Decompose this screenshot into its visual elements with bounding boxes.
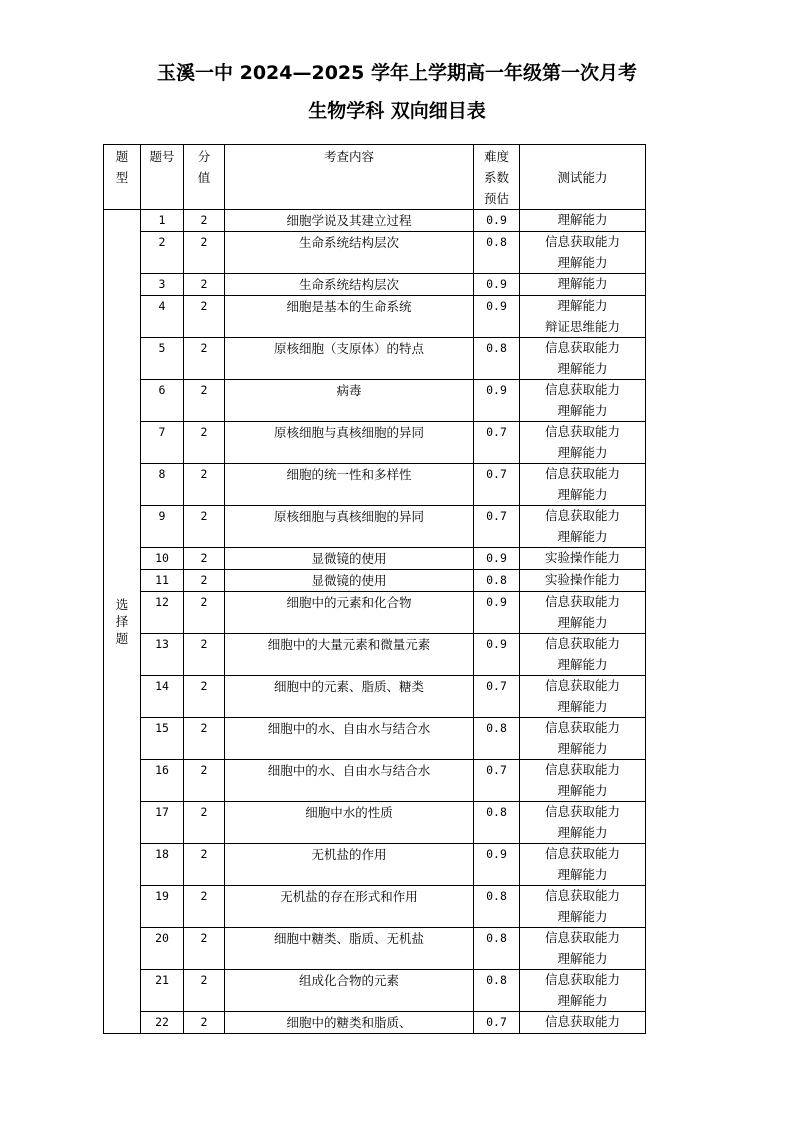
ability-item: 理解能力 [557,992,608,1008]
document-title: 玉溪一中 2024—2025 学年上学期高一年级第一次月考 [157,62,637,84]
ability-item: 理解能力 [557,782,608,798]
ability-item: 理解能力 [557,698,608,714]
question-number: 18 [141,844,184,886]
question-number: 17 [141,802,184,844]
ability-item: 信息获取能力 [544,382,620,397]
question-number: 11 [141,570,184,592]
ability-cell [520,1012,646,1034]
difficulty-estimate: 0.9 [474,592,520,634]
question-content: 原核细胞与真核细胞的异同 [225,422,474,464]
question-content: 细胞中的大量元素和微量元素 [225,634,474,676]
header-difficulty-text: 难度 系数 预估 [483,149,509,206]
ability-cell [520,970,646,1012]
ability-cell [520,802,646,844]
header-ability-text: 测试能力 [557,170,608,185]
ability-cell [520,570,646,592]
ability-item: 信息获取能力 [544,340,620,355]
question-score: 2 [184,296,225,338]
question-content: 原核细胞与真核细胞的异同 [225,506,474,548]
ability-item: 理解能力 [557,360,608,376]
ability-item: 理解能力 [557,656,608,672]
difficulty-estimate: 0.7 [474,422,520,464]
table-row [104,506,646,548]
ability-item: 信息获取能力 [544,424,620,439]
question-content: 生命系统结构层次 [225,274,474,296]
question-score: 2 [184,570,225,592]
difficulty-estimate: 0.8 [474,886,520,928]
difficulty-estimate: 0.8 [474,570,520,592]
question-content: 无机盐的存在形式和作用 [225,886,474,928]
question-score: 2 [184,928,225,970]
difficulty-estimate: 0.7 [474,464,520,506]
ability-item: 理解能力 [557,298,608,313]
ability-item: 理解能力 [557,824,608,840]
ability-item: 信息获取能力 [544,636,620,651]
table-row [104,338,646,380]
question-content: 细胞中的元素、脂质、糖类 [225,676,474,718]
question-content: 病毒 [225,380,474,422]
question-number: 7 [141,422,184,464]
question-content: 显微镜的使用 [225,548,474,570]
question-content: 细胞学说及其建立过程 [225,210,474,232]
table-row [104,548,646,570]
question-number: 13 [141,634,184,676]
question-score: 2 [184,422,225,464]
ability-item: 信息获取能力 [544,720,620,735]
table-row [104,570,646,592]
question-number: 10 [141,548,184,570]
category-label: 选 择 题 [115,597,129,646]
header-ability [520,145,646,210]
difficulty-estimate: 0.9 [474,634,520,676]
difficulty-estimate: 0.9 [474,380,520,422]
ability-cell [520,274,646,296]
ability-cell [520,886,646,928]
question-content: 细胞中的水、自由水与结合水 [225,718,474,760]
header-difficulty [474,145,520,210]
question-number: 4 [141,296,184,338]
question-number: 20 [141,928,184,970]
table-row [104,274,646,296]
difficulty-estimate: 0.8 [474,232,520,274]
ability-item: 理解能力 [557,866,608,882]
table-row [104,296,646,338]
table-row [104,802,646,844]
question-content: 显微镜的使用 [225,570,474,592]
difficulty-estimate: 0.9 [474,274,520,296]
table-row [104,1012,646,1034]
ability-cell [520,548,646,570]
question-number: 8 [141,464,184,506]
header-content: 考查内容 [225,145,474,210]
ability-cell [520,592,646,634]
ability-cell [520,844,646,886]
ability-item: 理解能力 [557,276,608,291]
ability-cell [520,422,646,464]
header-score [184,145,225,210]
table-header-row [104,145,646,210]
ability-item: 信息获取能力 [544,888,620,903]
question-number: 6 [141,380,184,422]
ability-cell [520,232,646,274]
difficulty-estimate: 0.8 [474,928,520,970]
ability-item: 理解能力 [557,740,608,756]
difficulty-estimate: 0.8 [474,338,520,380]
difficulty-estimate: 0.8 [474,970,520,1012]
question-score: 2 [184,802,225,844]
question-score: 2 [184,380,225,422]
difficulty-estimate: 0.7 [474,506,520,548]
question-number: 19 [141,886,184,928]
ability-item: 理解能力 [557,950,608,966]
ability-item: 理解能力 [557,614,608,630]
table-row [104,380,646,422]
question-number: 22 [141,1012,184,1034]
difficulty-estimate: 0.8 [474,718,520,760]
difficulty-estimate: 0.9 [474,296,520,338]
ability-item: 信息获取能力 [544,466,620,481]
table-row [104,210,646,232]
category-cell [104,210,141,1034]
question-content: 组成化合物的元素 [225,970,474,1012]
header-type-text: 题 型 [115,149,129,185]
question-score: 2 [184,506,225,548]
question-number: 21 [141,970,184,1012]
ability-item: 信息获取能力 [544,846,620,861]
difficulty-estimate: 0.8 [474,802,520,844]
table-row [104,422,646,464]
ability-item: 信息获取能力 [544,508,620,523]
ability-item: 信息获取能力 [544,234,620,249]
table-row [104,232,646,274]
question-score: 2 [184,232,225,274]
question-number: 16 [141,760,184,802]
table-row [104,760,646,802]
question-content: 细胞中的糖类和脂质、 [225,1012,474,1034]
question-score: 2 [184,548,225,570]
ability-cell [520,928,646,970]
question-content: 无机盐的作用 [225,844,474,886]
question-content: 细胞中水的性质 [225,802,474,844]
question-score: 2 [184,886,225,928]
question-number: 15 [141,718,184,760]
table-row [104,718,646,760]
specification-table [103,144,646,1034]
ability-item: 实验操作能力 [544,572,620,587]
ability-cell [520,718,646,760]
ability-item: 理解能力 [557,212,608,227]
question-score: 2 [184,760,225,802]
header-number: 题号 [141,145,184,210]
difficulty-estimate: 0.7 [474,1012,520,1034]
table-row [104,676,646,718]
ability-item: 辩证思维能力 [544,318,620,334]
ability-item: 理解能力 [557,402,608,418]
ability-item: 理解能力 [557,528,608,544]
question-score: 2 [184,970,225,1012]
ability-item: 信息获取能力 [544,594,620,609]
ability-item: 理解能力 [557,254,608,270]
ability-cell [520,760,646,802]
table-row [104,634,646,676]
ability-item: 信息获取能力 [544,930,620,945]
question-number: 1 [141,210,184,232]
header-score-text: 分 值 [197,149,211,185]
question-content: 原核细胞（支原体）的特点 [225,338,474,380]
question-number: 14 [141,676,184,718]
question-score: 2 [184,1012,225,1034]
difficulty-estimate: 0.9 [474,548,520,570]
ability-cell [520,380,646,422]
difficulty-estimate: 0.9 [474,210,520,232]
table-row [104,592,646,634]
table-row [104,844,646,886]
ability-item: 理解能力 [557,486,608,502]
ability-item: 理解能力 [557,908,608,924]
question-score: 2 [184,676,225,718]
ability-item: 信息获取能力 [544,762,620,777]
header-type [104,145,141,210]
question-score: 2 [184,210,225,232]
difficulty-estimate: 0.7 [474,760,520,802]
question-content: 生命系统结构层次 [225,232,474,274]
question-number: 3 [141,274,184,296]
question-score: 2 [184,634,225,676]
ability-cell [520,506,646,548]
question-score: 2 [184,274,225,296]
question-content: 细胞中的元素和化合物 [225,592,474,634]
question-number: 2 [141,232,184,274]
question-number: 5 [141,338,184,380]
ability-item: 理解能力 [557,444,608,460]
ability-cell [520,296,646,338]
question-content: 细胞是基本的生命系统 [225,296,474,338]
ability-item: 信息获取能力 [544,678,620,693]
table-row [104,886,646,928]
ability-cell [520,338,646,380]
question-score: 2 [184,592,225,634]
ability-item: 实验操作能力 [544,550,620,565]
table-row [104,464,646,506]
ability-item: 信息获取能力 [544,1014,620,1029]
question-content: 细胞的统一性和多样性 [225,464,474,506]
document-subtitle: 生物学科 双向细目表 [308,100,486,122]
ability-cell [520,210,646,232]
ability-item: 信息获取能力 [544,804,620,819]
difficulty-estimate: 0.9 [474,844,520,886]
ability-cell [520,634,646,676]
question-score: 2 [184,464,225,506]
ability-item: 信息获取能力 [544,972,620,987]
question-score: 2 [184,718,225,760]
table-body [104,210,646,1034]
ability-cell [520,676,646,718]
question-score: 2 [184,844,225,886]
table-row [104,970,646,1012]
question-number: 9 [141,506,184,548]
question-score: 2 [184,338,225,380]
difficulty-estimate: 0.7 [474,676,520,718]
ability-cell [520,464,646,506]
table-row [104,928,646,970]
question-number: 12 [141,592,184,634]
question-content: 细胞中的水、自由水与结合水 [225,760,474,802]
question-content: 细胞中糖类、脂质、无机盐 [225,928,474,970]
